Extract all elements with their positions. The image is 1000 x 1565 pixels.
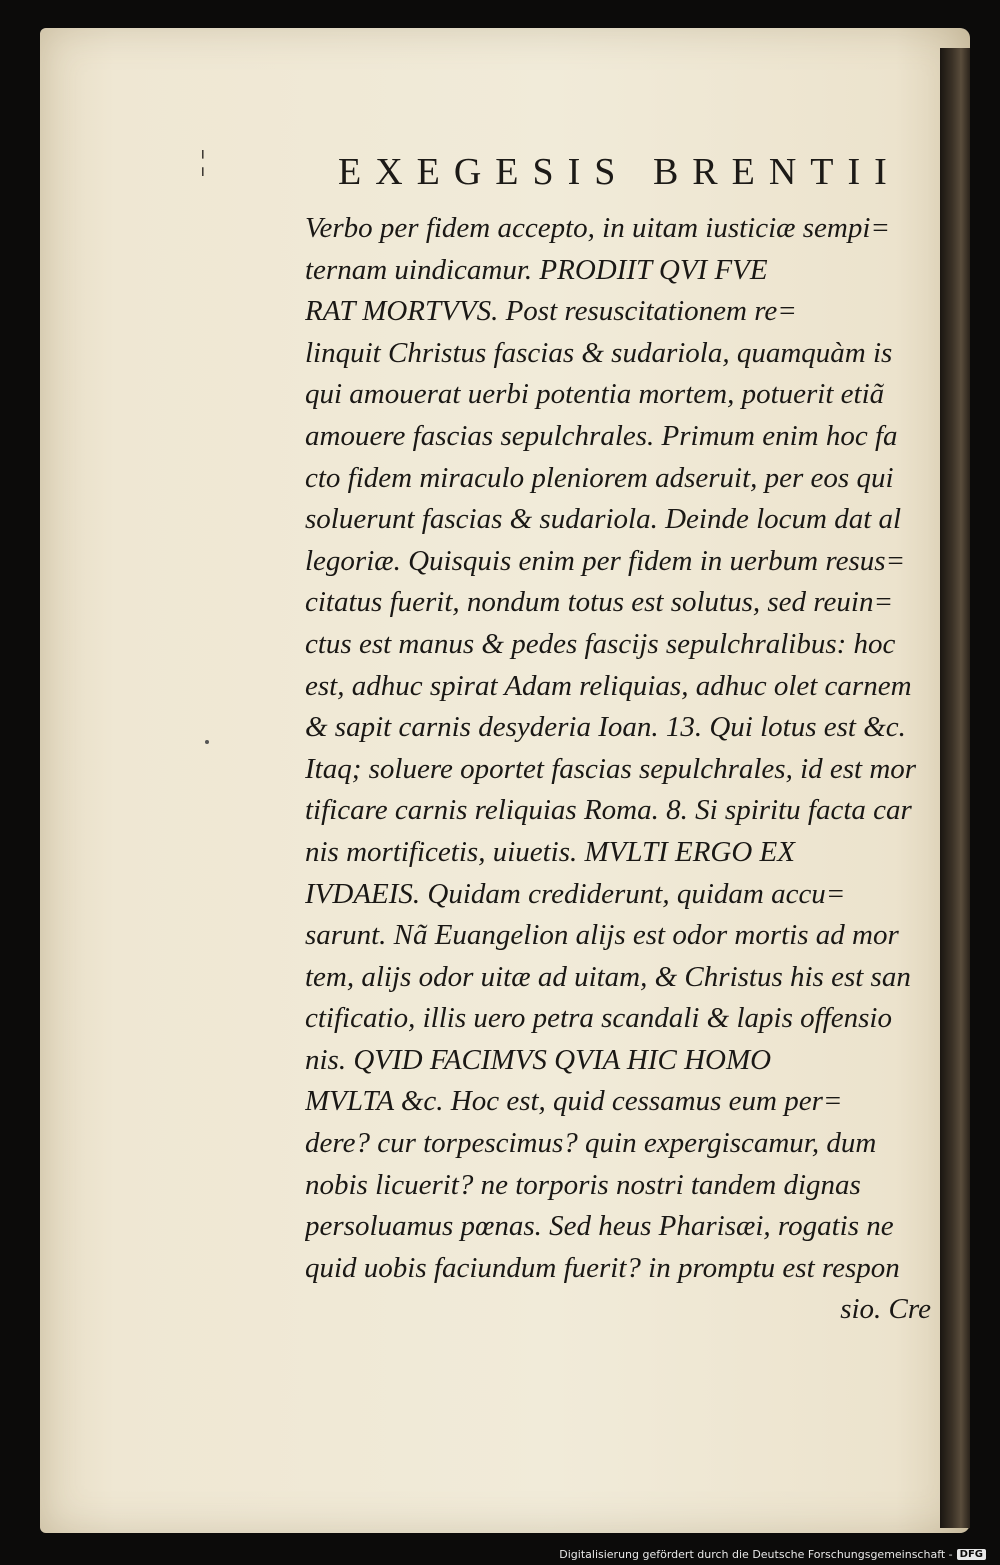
text-line: tificare carnis reliquias Roma. 8. Si spiritu facta car: [305, 794, 912, 827]
text-line: persoluamus pœnas. Sed heus Pharisæi, rogatis ne: [305, 1210, 894, 1243]
text-line: citatus fuerit, nondum totus est solutus, sed reuin=: [305, 586, 894, 619]
text-line: RAT MORTVVS. Post resuscitationem re=: [305, 295, 797, 328]
text-line: qui amouerat uerbi potentia mortem, potuerit etiã: [305, 378, 885, 411]
text-line: amouere fascias sepulchrales. Primum enim hoc fa: [305, 419, 898, 452]
text-line: soluerunt fascias & sudariola. Deinde locum dat al: [305, 503, 902, 536]
text-line: Itaq; soluere oportet fascias sepulchrales, id est mor: [305, 752, 917, 785]
catchword: sio. Cre: [840, 1293, 931, 1326]
body-text: [305, 208, 937, 1331]
text-line: linquit Christus fascias & sudariola, quamquàm is: [305, 336, 893, 369]
footer-credit: [559, 1548, 986, 1561]
text-line: cto fidem miraculo pleniorem adseruit, per eos qui: [305, 461, 894, 494]
text-line: legoriæ. Quisquis enim per fidem in uerbum resus=: [305, 544, 906, 577]
text-line: est, adhuc spirat Adam reliquias, adhuc olet carnem: [305, 669, 912, 702]
footer-credit-text: Digitalisierung gefördert durch die Deutsche Forschungsgemeinschaft -: [559, 1548, 953, 1561]
text-line: Verbo per fidem accepto, in uitam iusticiæ sempi=: [305, 212, 890, 244]
text-line: ternam uindicamur. PRODIIT QVI FVE: [305, 253, 768, 286]
text-line: nis. QVID FACIMVS QVIA HIC HOMO: [305, 1043, 772, 1076]
text-line: & sapit carnis desyderia Ioan. 13. Qui lotus est &c.: [305, 711, 906, 744]
book-spine: [940, 48, 970, 1528]
running-head: EXEGESIS BRENTII: [338, 151, 901, 193]
ink-speck: [205, 740, 209, 744]
text-line: nis mortificetis, uiuetis. MVLTI ERGO EX: [305, 835, 795, 868]
text-line: nobis licuerit? ne torporis nostri tandem dignas: [305, 1168, 861, 1201]
text-line: ctus est manus & pedes fascijs sepulchralibus: hoc: [305, 627, 896, 660]
text-line: dere? cur torpescimus? quin expergiscamur, dum: [305, 1127, 877, 1160]
text-line: quid uobis faciundum fuerit? in promptu est respon: [305, 1251, 900, 1284]
text-line: MVLTA &c. Hoc est, quid cessamus eum per=: [305, 1085, 843, 1118]
text-line: IVDAEIS. Quidam crediderunt, quidam accu=: [305, 877, 846, 910]
text-line: tem, alijs odor uitæ ad uitam, & Christus his est san: [305, 960, 911, 993]
dfg-logo: DFG: [957, 1549, 986, 1560]
margin-mark: ¦: [200, 146, 206, 177]
text-line: sarunt. Nã Euangelion alijs est odor mortis ad mor: [305, 919, 899, 952]
text-line: ctificatio, illis uero petra scandali & lapis offensio: [305, 1002, 892, 1035]
